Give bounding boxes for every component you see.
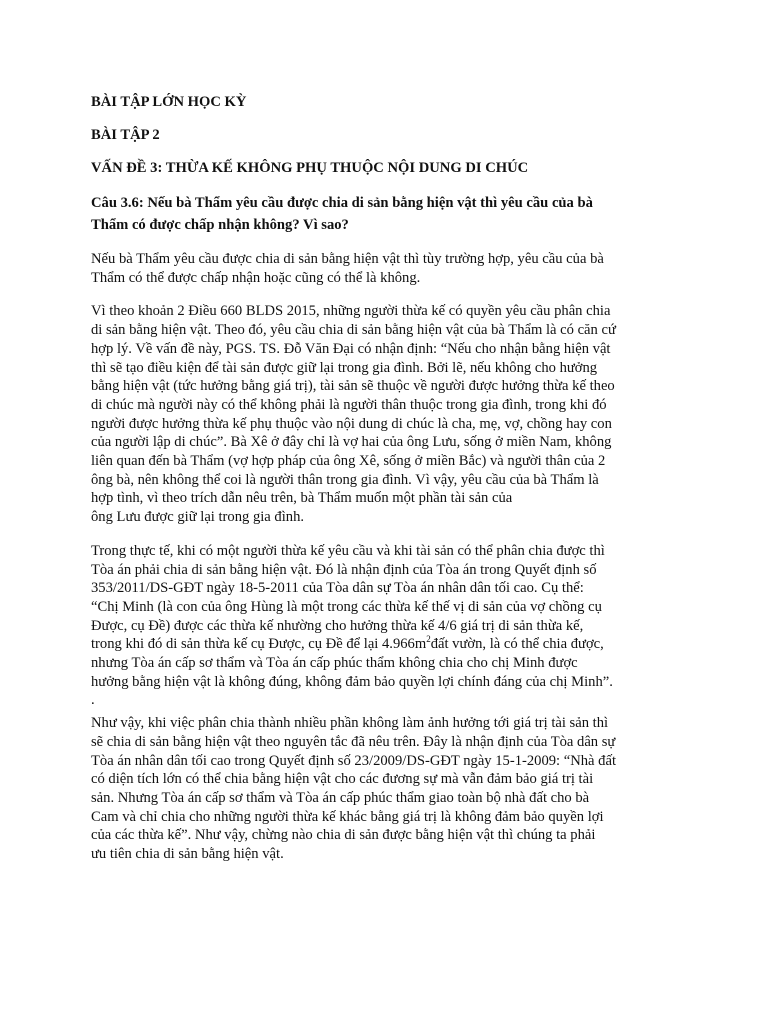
area-text-after: đất vườn, là có thể chia được, <box>430 636 604 653</box>
area-superscript: 2 <box>426 634 431 645</box>
question-line: Thẩm có được chấp nhận không? Vì sao? <box>91 217 349 233</box>
area-text-before: trong khi đó di sản thừa kế cụ Được, cụ Đề để lại 4.966m <box>91 636 427 653</box>
text-line: 353/2011/DS-GĐT ngày 18-5-2011 của Tòa dân sự Tòa án nhân dân tối cao. Cụ thể: <box>91 580 584 597</box>
paragraph-legal-basis <box>91 302 691 526</box>
text-line: ông Lưu được giữ lại trong gia đình. <box>91 509 305 526</box>
topic-heading: VẤN ĐỀ 3: THỪA KẾ KHÔNG PHỤ THUỘC NỘI DUNG DI CHÚC <box>91 160 529 176</box>
text-line: có diện tích lớn có thể chia bằng hiện vật cho các đương sự mà vẫn đảm bảo giá trị tài <box>91 771 594 788</box>
text-line: liên quan đến bà Thẩm (vợ hợp pháp của ông Xê, sống ở miền Bắc) và người thân của 2 <box>91 453 606 470</box>
text-line: di sản bằng hiện vật. Theo đó, yêu cầu chia di sản bằng hiện vật của bà Thẩm là có căn cứ <box>91 322 616 339</box>
document-title: BÀI TẬP LỚN HỌC KỲ <box>91 94 247 110</box>
text-line: của người lập di chúc”. Bà Xê ở đây chỉ là vợ hai của ông Lưu, sống ở miền Nam, không <box>91 434 612 451</box>
text-line: Nếu bà Thẩm yêu cầu được chia di sản bằng hiện vật thì tùy trường hợp, yêu cầu của bà <box>91 251 604 267</box>
text-line: Vì theo khoản 2 Điều 660 BLDS 2015, những người thừa kế có quyền yêu cầu phân chia <box>91 303 611 320</box>
text-line: hưởng bằng hiện vật là không đúng, không đảm bảo quyền lợi chính đáng của chị Minh”. <box>91 673 613 690</box>
text-line-area <box>91 635 691 654</box>
text-line: Trong thực tế, khi có một người thừa kế yêu cầu và khi tài sản có thể phân chia được thì <box>91 542 605 559</box>
question-line: Câu 3.6: Nếu bà Thẩm yêu cầu được chia di sản bằng hiện vật thì yêu cầu của bà <box>91 195 593 211</box>
question-heading <box>91 192 691 236</box>
text-line: Thẩm có thể được chấp nhận hoặc cũng có thể là không. <box>91 269 421 286</box>
text-line: hợp tình, vì theo trích dẫn nêu trên, bà Thẩm muốn một phần tài sản của <box>91 490 513 507</box>
text-line: Như vậy, khi việc phân chia thành nhiều phần không làm ảnh hưởng tới giá trị tài sản thì <box>91 715 609 732</box>
text-line: “Chị Minh (là con của ông Hùng là một trong các thừa kế thế vị di sản của vợ chồng cụ <box>91 598 602 615</box>
stray-mark: . <box>91 692 95 709</box>
text-line: Tòa án phải chia di sản bằng hiện vật. Đó là nhận định của Tòa án trong Quyết định số <box>91 561 597 578</box>
exercise-heading: BÀI TẬP 2 <box>91 127 160 143</box>
text-line: của các thừa kế”. Như vậy, chừng nào chia di sản được bằng hiện vật thì chúng ta phải <box>91 827 596 844</box>
text-line: ông bà, nên không thể coi là người thân trong gia đình. Vì vậy, yêu cầu của bà Thẩm là <box>91 471 599 488</box>
text-line: di chúc mà người này có thể không phải là người thân thuộc trong gia đình, trong khi đó <box>91 396 607 413</box>
paragraph-court-decision-1 <box>91 542 691 710</box>
text-line: thì sẽ tạo điều kiện để tài sản được giữ lại trong gia đình. Bởi lẽ, nếu không cho hưởng <box>91 359 598 376</box>
paragraph-answer-intro <box>91 250 691 287</box>
text-line: nhưng Tòa án cấp sơ thẩm và Tòa án cấp phúc thẩm không chia cho chị Minh được <box>91 655 578 672</box>
text-line: ưu tiên chia di sản bằng hiện vật. <box>91 846 284 863</box>
text-line: sản. Nhưng Tòa án cấp sơ thẩm và Tòa án cấp phúc thẩm giao toàn bộ nhà đất cho bà <box>91 789 590 806</box>
text-line: hợp lý. Về vấn đề này, PGS. TS. Đỗ Văn Đại có nhận định: “Nếu cho nhận bằng hiện vật <box>91 340 611 357</box>
paragraph-court-decision-2 <box>91 714 691 864</box>
text-line: người được hưởng thừa kế phụ thuộc vào nội dung di chúc là cha, mẹ, vợ, chồng hay con <box>91 415 612 432</box>
text-line: sẽ chia di sản bằng hiện vật theo nguyên tắc đã nêu trên. Đây là nhận định của Tòa dân sự <box>91 733 616 750</box>
text-line: Cam và chỉ chia cho những người thừa kế khác bằng giá trị là không đảm bảo quyền lợi <box>91 808 604 825</box>
text-line: bằng hiện vật (tức hưởng bằng giá trị), tài sản sẽ thuộc về người được hưởng thừa kế theo <box>91 378 615 395</box>
document-page <box>91 93 691 864</box>
text-line: Tòa án nhân dân tối cao trong Quyết định số 23/2009/DS-GĐT ngày 15-1-2009: “Nhà đất <box>91 752 617 769</box>
text-line: Được, cụ Đề) được các thừa kế nhường cho hưởng thừa kế 4/6 giá trị di sản thừa kế, <box>91 617 584 634</box>
